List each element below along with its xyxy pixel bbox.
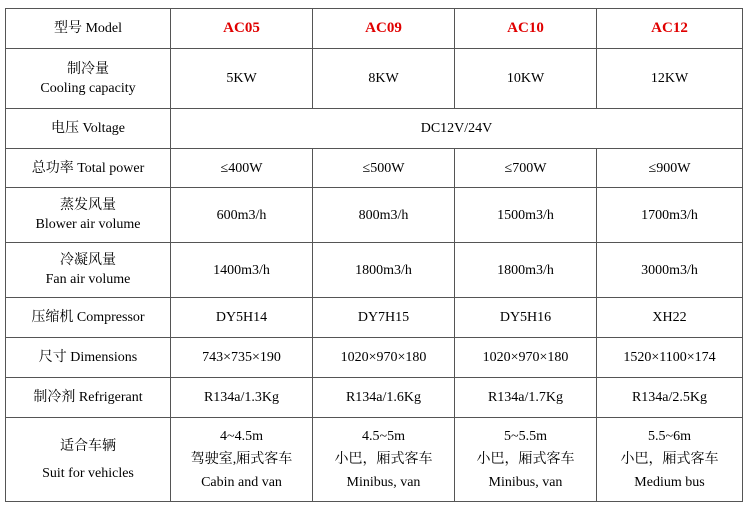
dimensions-label: 尺寸 Dimensions <box>6 338 171 378</box>
dimensions-value: 1020×970×180 <box>455 338 597 378</box>
vehicles-label-en: Suit for vehicles <box>42 465 134 481</box>
compressor-value: XH22 <box>597 298 743 338</box>
fan-value: 1800m3/h <box>313 243 455 298</box>
voltage-value: DC12V/24V <box>171 109 743 149</box>
refrigerant-row <box>6 378 743 418</box>
cooling-value: 10KW <box>455 49 597 109</box>
power-label: 总功率 Total power <box>6 149 171 188</box>
blower-label-cn: 蒸发风量 <box>60 198 116 213</box>
refrigerant-label: 制冷剂 Refrigerant <box>6 378 171 418</box>
vehicle-length: 4.5~5m <box>362 429 405 444</box>
power-value: ≤400W <box>171 149 313 188</box>
vehicle-type-en: Medium bus <box>634 475 705 490</box>
vehicle-type-en: Minibus, van <box>346 475 421 490</box>
refrigerant-value: R134a/2.5Kg <box>597 378 743 418</box>
blower-value: 600m3/h <box>171 188 313 243</box>
vehicle-length: 5.5~6m <box>648 429 691 444</box>
dimensions-value: 1020×970×180 <box>313 338 455 378</box>
vehicles-cell <box>313 418 455 502</box>
compressor-row <box>6 298 743 338</box>
blower-value: 1700m3/h <box>597 188 743 243</box>
refrigerant-value: R134a/1.6Kg <box>313 378 455 418</box>
vehicle-type-en: Cabin and van <box>201 475 282 490</box>
compressor-label: 压缩机 Compressor <box>6 298 171 338</box>
vehicle-type-cn: 小巴，厢式客车 <box>476 452 575 467</box>
cooling-value: 8KW <box>313 49 455 109</box>
model-ac12: AC12 <box>597 9 743 49</box>
fan-label <box>6 243 171 298</box>
model-ac10: AC10 <box>455 9 597 49</box>
vehicle-type-cn: 驾驶室,厢式客车 <box>190 452 293 467</box>
blower-value: 1500m3/h <box>455 188 597 243</box>
power-value: ≤900W <box>597 149 743 188</box>
vehicle-type-cn: 小巴，厢式客车 <box>620 452 719 467</box>
refrigerant-value: R134a/1.3Kg <box>171 378 313 418</box>
refrigerant-value: R134a/1.7Kg <box>455 378 597 418</box>
cooling-label-cn: 制冷量 <box>67 61 109 77</box>
compressor-value: DY5H14 <box>171 298 313 338</box>
cooling-value: 5KW <box>171 49 313 109</box>
voltage-row <box>6 109 743 149</box>
compressor-value: DY7H15 <box>313 298 455 338</box>
fan-value: 1400m3/h <box>171 243 313 298</box>
model-label: 型号 Model <box>6 9 171 49</box>
vehicles-row <box>6 418 743 502</box>
power-row <box>6 149 743 188</box>
fan-value: 3000m3/h <box>597 243 743 298</box>
voltage-label: 电压 Voltage <box>6 109 171 149</box>
model-ac05: AC05 <box>171 9 313 49</box>
fan-label-en: Fan air volume <box>45 272 131 287</box>
power-value: ≤500W <box>313 149 455 188</box>
spec-table <box>5 8 743 502</box>
dimensions-value: 743×735×190 <box>171 338 313 378</box>
fan-value: 1800m3/h <box>455 243 597 298</box>
vehicle-length: 5~5.5m <box>504 429 547 444</box>
blower-value: 800m3/h <box>313 188 455 243</box>
fan-row <box>6 243 743 298</box>
cooling-row <box>6 49 743 109</box>
model-ac09: AC09 <box>313 9 455 49</box>
blower-label <box>6 188 171 243</box>
cooling-value: 12KW <box>597 49 743 109</box>
vehicles-label-cn: 适合车辆 <box>60 438 116 454</box>
dimensions-value: 1520×1100×174 <box>597 338 743 378</box>
vehicle-length: 4~4.5m <box>220 429 263 444</box>
vehicles-cell <box>171 418 313 502</box>
vehicle-type-cn: 小巴，厢式客车 <box>334 452 433 467</box>
vehicles-label <box>6 418 171 502</box>
compressor-value: DY5H16 <box>455 298 597 338</box>
power-value: ≤700W <box>455 149 597 188</box>
header-row <box>6 9 743 49</box>
blower-row <box>6 188 743 243</box>
vehicles-cell <box>455 418 597 502</box>
dimensions-row <box>6 338 743 378</box>
blower-label-en: Blower air volume <box>35 217 141 232</box>
fan-label-cn: 冷凝风量 <box>60 253 116 268</box>
vehicles-cell <box>597 418 743 502</box>
vehicle-type-en: Minibus, van <box>488 475 563 490</box>
cooling-label <box>6 49 171 109</box>
cooling-label-en: Cooling capacity <box>40 80 136 96</box>
